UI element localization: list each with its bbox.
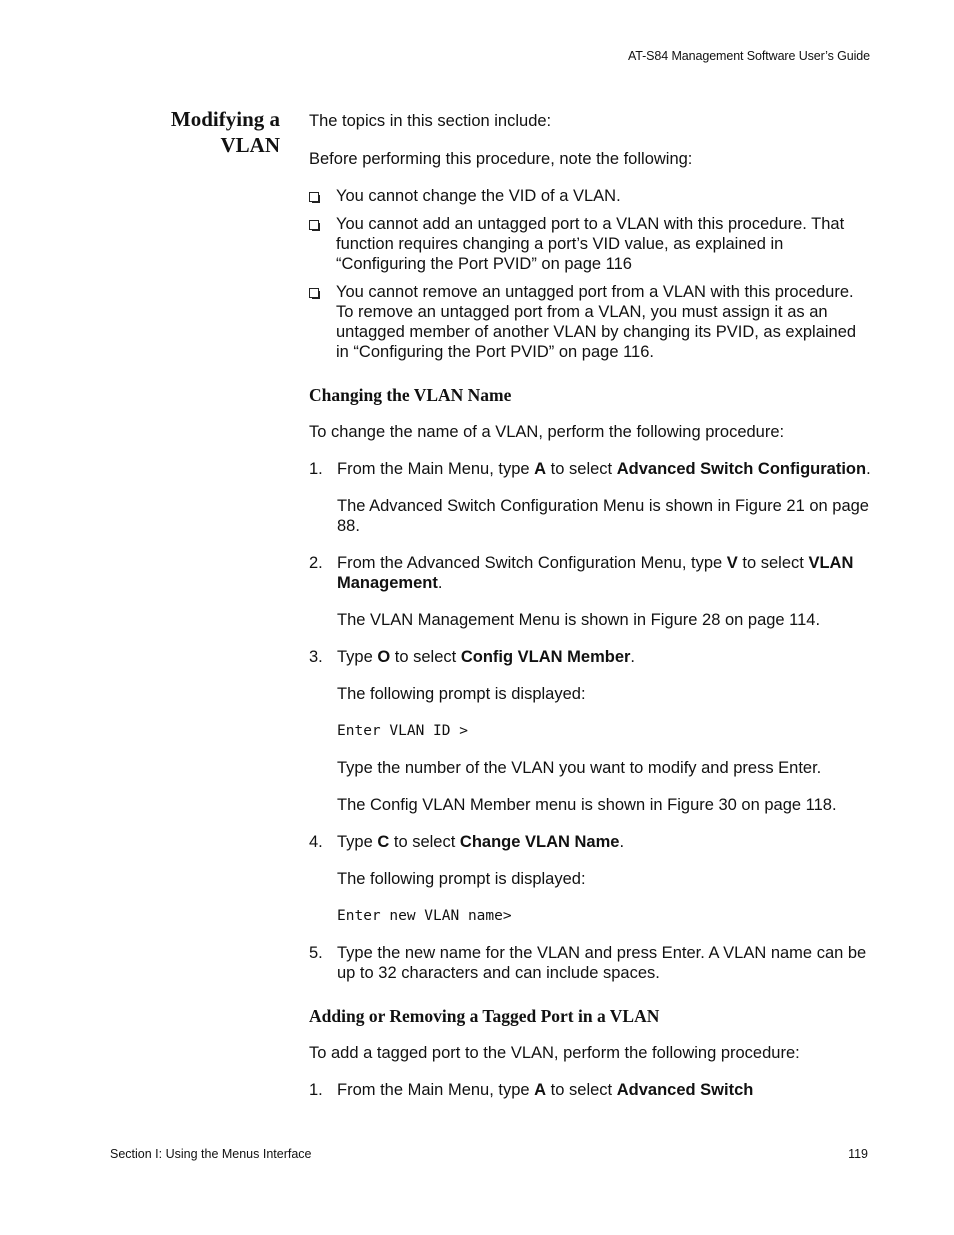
- running-header: AT-S84 Management Software User’s Guide: [627, 49, 870, 63]
- note-text: You cannot add an untagged port to a VLAN with this procedure. That function requires changing a port’s VID value, as explained in “Configuring the Port PVID” on page 116: [336, 215, 845, 273]
- step-note: The Config VLAN Member menu is shown in Figure 30 on page 118.: [337, 796, 837, 814]
- change-name-heading: Changing the VLAN Name: [309, 385, 512, 405]
- change-step-1: 1. From the Main Menu, type A to select Advanced Switch Configuration.: [309, 460, 871, 478]
- step-number: 5.: [309, 944, 323, 962]
- key-label: A: [534, 460, 547, 478]
- tagged-step-1: 1. From the Main Menu, type A to select Advanced Switch: [309, 1081, 754, 1099]
- note-item: [309, 214, 871, 274]
- topics-intro: The topics in this section include:: [309, 112, 552, 130]
- before-note: Before performing this procedure, note the following:: [309, 150, 693, 168]
- checkbox-bullet-icon: [309, 220, 319, 230]
- note-item: [309, 186, 871, 206]
- step-note: The Advanced Switch Configuration Menu is shown in Figure 21 on page 88.: [337, 497, 869, 535]
- tagged-port-intro: To add a tagged port to the VLAN, perform the following procedure:: [309, 1044, 800, 1062]
- menu-target: Advanced Switch Configuration: [616, 460, 867, 478]
- step-number: 1.: [309, 1081, 323, 1099]
- key-label: A: [534, 1081, 547, 1099]
- console-prompt: Enter new VLAN name>: [337, 908, 512, 924]
- menu-target: Config VLAN Member: [460, 648, 631, 666]
- checkbox-bullet-icon: [309, 288, 319, 298]
- section-title-line2: VLAN: [220, 133, 280, 157]
- step-text: Type the new name for the VLAN and press Enter. A VLAN name can be up to 32 characters and can include spaces.: [337, 944, 867, 982]
- key-label: V: [726, 554, 738, 572]
- change-step-3: 3. Type O to select Config VLAN Member.: [309, 648, 636, 666]
- main-content: [309, 111, 871, 1100]
- menu-target: Advanced Switch: [616, 1081, 754, 1099]
- change-step-4: 4. Type C to select Change VLAN Name.: [309, 833, 625, 851]
- menu-target: Change VLAN Name: [459, 833, 620, 851]
- change-name-intro: To change the name of a VLAN, perform the following procedure:: [309, 423, 785, 441]
- prompt-label: The following prompt is displayed:: [337, 870, 586, 888]
- change-step-2: 2. From the Advanced Switch Configuration Menu, type V to select VLAN Management.: [309, 554, 854, 592]
- note-item: [309, 282, 871, 362]
- section-title-line1: Modifying a: [170, 107, 280, 131]
- step-number: 4.: [309, 833, 323, 851]
- menu-target: VLAN Management: [337, 554, 854, 592]
- notes-list: [309, 186, 871, 362]
- prompt-label: The following prompt is displayed:: [337, 685, 586, 703]
- page-number: 119: [848, 1147, 868, 1161]
- step-instruction: Type the number of the VLAN you want to modify and press Enter.: [337, 759, 822, 777]
- tagged-port-heading: Adding or Removing a Tagged Port in a VLAN: [309, 1006, 660, 1026]
- key-label: O: [377, 648, 391, 666]
- change-step-5: [309, 943, 871, 983]
- checkbox-bullet-icon: [309, 192, 319, 202]
- footer-section: Section I: Using the Menus Interface: [110, 1147, 312, 1161]
- step-number: 2.: [309, 554, 323, 572]
- step-note: The VLAN Management Menu is shown in Figure 28 on page 114.: [337, 611, 821, 629]
- console-prompt: Enter VLAN ID >: [337, 723, 468, 739]
- key-label: C: [377, 833, 390, 851]
- step-number: 3.: [309, 648, 323, 666]
- section-title: [130, 106, 280, 158]
- note-text: You cannot change the VID of a VLAN.: [336, 187, 621, 205]
- note-text: You cannot remove an untagged port from a VLAN with this procedure. To remove an untagged port from a VLAN, you must assign it as an untagged member of another VLAN by changing its PVID, as explained in “Configuring the Port PVID” on page 116.: [336, 283, 857, 361]
- step-number: 1.: [309, 460, 323, 478]
